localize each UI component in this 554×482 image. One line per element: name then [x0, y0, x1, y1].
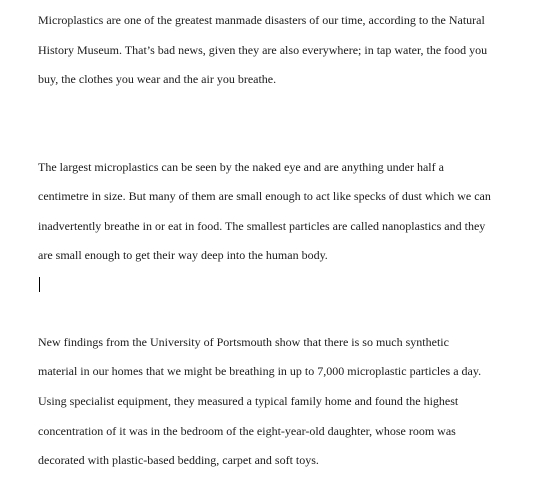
text-line: History Museum. That’s bad news, given they are also everywhere; in tap water, the food you	[38, 43, 488, 57]
text-line: are small enough to get their way deep into the human body.	[38, 248, 328, 262]
text-line: concentration of it was in the bedroom of the eight-year-old daughter, whose room was	[38, 424, 456, 438]
text-line: Using specialist equipment, they measured a typical family home and found the highest	[38, 394, 459, 408]
text-cursor	[39, 277, 40, 292]
text-line: inadvertently breathe in or eat in food. The smallest particles are called nanoplastics and they	[38, 219, 486, 233]
text-line: decorated with plastic-based bedding, carpet and soft toys.	[38, 453, 319, 467]
text-line: Microplastics are one of the greatest manmade disasters of our time, according to the Natural	[38, 13, 485, 27]
text-line: buy, the clothes you wear and the air you breathe.	[38, 72, 277, 86]
text-line: material in our homes that we might be breathing in up to 7,000 microplastic particles a day.	[38, 364, 482, 378]
text-line: centimetre in size. But many of them are small enough to act like specks of dust which we can	[38, 189, 491, 203]
text-line: New findings from the University of Portsmouth show that there is so much synthetic	[38, 335, 449, 349]
text-line: The largest microplastics can be seen by the naked eye and are anything under half a	[38, 160, 444, 174]
